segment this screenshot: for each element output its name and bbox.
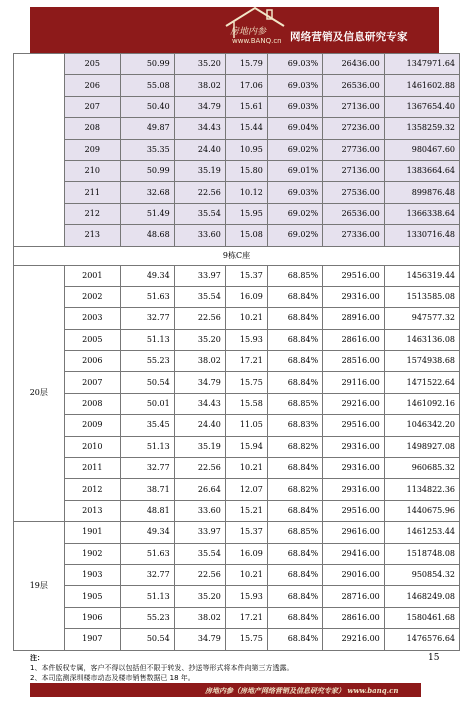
value-cell: 22.56 — [174, 308, 225, 329]
value-cell: 29316.00 — [323, 479, 385, 500]
value-cell: 35.35 — [120, 139, 174, 160]
unit-cell: 1907 — [64, 629, 120, 650]
table-row — [14, 351, 460, 372]
value-cell: 29116.00 — [323, 372, 385, 393]
unit-cell: 205 — [64, 54, 120, 75]
value-cell: 35.54 — [174, 543, 225, 564]
value-cell: 51.63 — [120, 543, 174, 564]
value-cell: 15.44 — [225, 118, 267, 139]
unit-cell: 2007 — [64, 372, 120, 393]
floor-cell: 19层 — [14, 522, 65, 650]
unit-cell: 1906 — [64, 607, 120, 628]
value-cell: 22.56 — [174, 182, 225, 203]
value-cell: 35.54 — [174, 286, 225, 307]
value-cell: 68.82% — [267, 436, 322, 457]
value-cell: 35.19 — [174, 436, 225, 457]
value-cell: 1468249.08 — [384, 586, 459, 607]
value-cell: 10.21 — [225, 308, 267, 329]
value-cell: 1463136.08 — [384, 329, 459, 350]
table-row — [14, 479, 460, 500]
value-cell: 28516.00 — [323, 351, 385, 372]
value-cell: 27136.00 — [323, 96, 385, 117]
value-cell: 26536.00 — [323, 203, 385, 224]
value-cell: 34.79 — [174, 629, 225, 650]
value-cell: 16.09 — [225, 286, 267, 307]
table-row — [14, 182, 460, 203]
value-cell: 68.83% — [267, 415, 322, 436]
value-cell: 69.03% — [267, 54, 322, 75]
value-cell: 34.79 — [174, 372, 225, 393]
value-cell: 38.02 — [174, 75, 225, 96]
value-cell: 10.12 — [225, 182, 267, 203]
value-cell: 15.61 — [225, 96, 267, 117]
value-cell: 26.64 — [174, 479, 225, 500]
value-cell: 26436.00 — [323, 54, 385, 75]
table-row — [14, 586, 460, 607]
value-cell: 68.82% — [267, 479, 322, 500]
table-row — [14, 329, 460, 350]
floor-cell — [14, 54, 65, 247]
value-cell: 68.84% — [267, 629, 322, 650]
table-row — [14, 203, 460, 224]
table-row — [14, 415, 460, 436]
value-cell: 32.77 — [120, 564, 174, 585]
value-cell: 69.04% — [267, 118, 322, 139]
value-cell: 12.07 — [225, 479, 267, 500]
value-cell: 69.02% — [267, 203, 322, 224]
table-row — [14, 308, 460, 329]
value-cell: 15.08 — [225, 225, 267, 246]
value-cell: 35.19 — [174, 160, 225, 181]
value-cell: 32.77 — [120, 458, 174, 479]
note-line-1: 1、本件版权专属，客户不得以包括但不限于转发、抄送等形式将本件向第三方透露。 — [30, 664, 294, 672]
value-cell: 1471522.64 — [384, 372, 459, 393]
value-cell: 35.54 — [174, 203, 225, 224]
value-cell: 69.02% — [267, 139, 322, 160]
value-cell: 55.08 — [120, 75, 174, 96]
value-cell: 29516.00 — [323, 500, 385, 521]
value-cell: 51.63 — [120, 286, 174, 307]
value-cell: 50.54 — [120, 372, 174, 393]
table-row — [14, 372, 460, 393]
value-cell: 35.20 — [174, 54, 225, 75]
value-cell: 22.56 — [174, 458, 225, 479]
value-cell: 49.34 — [120, 265, 174, 286]
value-cell: 1456319.44 — [384, 265, 459, 286]
unit-cell: 2010 — [64, 436, 120, 457]
value-cell: 69.03% — [267, 96, 322, 117]
table-row — [14, 96, 460, 117]
value-cell: 35.45 — [120, 415, 174, 436]
page-number: 15 — [428, 653, 440, 663]
value-cell: 15.93 — [225, 586, 267, 607]
value-cell: 50.54 — [120, 629, 174, 650]
value-cell: 15.94 — [225, 436, 267, 457]
value-cell: 15.79 — [225, 54, 267, 75]
value-cell: 15.58 — [225, 393, 267, 414]
value-cell: 1461092.16 — [384, 393, 459, 414]
value-cell: 69.02% — [267, 225, 322, 246]
table-row — [14, 543, 460, 564]
value-cell: 29316.00 — [323, 286, 385, 307]
value-cell: 950854.32 — [384, 564, 459, 585]
unit-cell: 2005 — [64, 329, 120, 350]
unit-cell: 1903 — [64, 564, 120, 585]
value-cell: 68.84% — [267, 543, 322, 564]
value-cell: 68.84% — [267, 286, 322, 307]
value-cell: 28716.00 — [323, 586, 385, 607]
table-row — [14, 160, 460, 181]
unit-cell: 2009 — [64, 415, 120, 436]
value-cell: 49.34 — [120, 522, 174, 543]
value-cell: 48.81 — [120, 500, 174, 521]
value-cell: 1476576.64 — [384, 629, 459, 650]
value-cell: 50.99 — [120, 54, 174, 75]
value-cell: 34.79 — [174, 96, 225, 117]
price-table-body — [14, 54, 460, 651]
value-cell: 15.95 — [225, 203, 267, 224]
value-cell: 29516.00 — [323, 265, 385, 286]
value-cell: 15.75 — [225, 629, 267, 650]
value-cell: 1347971.64 — [384, 54, 459, 75]
value-cell: 899876.48 — [384, 182, 459, 203]
value-cell: 35.20 — [174, 329, 225, 350]
table-row — [14, 225, 460, 246]
value-cell: 1518748.08 — [384, 543, 459, 564]
value-cell: 33.60 — [174, 225, 225, 246]
note-label: 注： — [30, 654, 44, 662]
footer-note — [30, 653, 421, 683]
table-row — [14, 118, 460, 139]
unit-cell: 1901 — [64, 522, 120, 543]
value-cell: 15.75 — [225, 372, 267, 393]
value-cell: 27236.00 — [323, 118, 385, 139]
value-cell: 69.03% — [267, 75, 322, 96]
value-cell: 68.84% — [267, 351, 322, 372]
value-cell: 35.20 — [174, 586, 225, 607]
table-row — [14, 629, 460, 650]
value-cell: 1580461.68 — [384, 607, 459, 628]
value-cell: 68.84% — [267, 458, 322, 479]
value-cell: 10.95 — [225, 139, 267, 160]
value-cell: 1461253.44 — [384, 522, 459, 543]
table-row — [14, 564, 460, 585]
value-cell: 69.03% — [267, 182, 322, 203]
value-cell: 68.85% — [267, 265, 322, 286]
value-cell: 1134822.36 — [384, 479, 459, 500]
unit-cell: 1905 — [64, 586, 120, 607]
value-cell: 947577.32 — [384, 308, 459, 329]
unit-cell: 2001 — [64, 265, 120, 286]
value-cell: 68.84% — [267, 329, 322, 350]
price-table — [13, 53, 460, 651]
value-cell: 28916.00 — [323, 308, 385, 329]
value-cell: 68.85% — [267, 522, 322, 543]
value-cell: 50.99 — [120, 160, 174, 181]
value-cell: 1461602.88 — [384, 75, 459, 96]
value-cell: 34.43 — [174, 393, 225, 414]
unit-cell: 210 — [64, 160, 120, 181]
value-cell: 29316.00 — [323, 436, 385, 457]
value-cell: 51.13 — [120, 436, 174, 457]
value-cell: 15.37 — [225, 522, 267, 543]
value-cell: 24.40 — [174, 139, 225, 160]
value-cell: 51.49 — [120, 203, 174, 224]
value-cell: 68.84% — [267, 372, 322, 393]
unit-cell: 213 — [64, 225, 120, 246]
value-cell: 68.84% — [267, 586, 322, 607]
value-cell: 48.68 — [120, 225, 174, 246]
value-cell: 17.06 — [225, 75, 267, 96]
value-cell: 29216.00 — [323, 629, 385, 650]
value-cell: 38.02 — [174, 351, 225, 372]
value-cell: 1330716.48 — [384, 225, 459, 246]
value-cell: 68.84% — [267, 564, 322, 585]
value-cell: 38.71 — [120, 479, 174, 500]
value-cell: 29016.00 — [323, 564, 385, 585]
value-cell: 27536.00 — [323, 182, 385, 203]
header-title: 网络营销及信息研究专家 — [290, 31, 408, 43]
table-row — [14, 139, 460, 160]
value-cell: 68.85% — [267, 393, 322, 414]
value-cell: 34.43 — [174, 118, 225, 139]
unit-cell: 2008 — [64, 393, 120, 414]
unit-cell: 2002 — [64, 286, 120, 307]
value-cell: 17.21 — [225, 351, 267, 372]
value-cell: 29316.00 — [323, 458, 385, 479]
logo-text: 房地内参 — [230, 27, 267, 37]
table-row — [14, 500, 460, 521]
value-cell: 27736.00 — [323, 139, 385, 160]
value-cell: 16.09 — [225, 543, 267, 564]
value-cell: 1383664.64 — [384, 160, 459, 181]
value-cell: 55.23 — [120, 607, 174, 628]
value-cell: 26536.00 — [323, 75, 385, 96]
segment-title-row — [14, 246, 460, 265]
value-cell: 11.05 — [225, 415, 267, 436]
segment-title: 9栋C座 — [14, 246, 460, 265]
unit-cell: 207 — [64, 96, 120, 117]
value-cell: 32.77 — [120, 308, 174, 329]
unit-cell: 208 — [64, 118, 120, 139]
value-cell: 15.37 — [225, 265, 267, 286]
value-cell: 29416.00 — [323, 543, 385, 564]
value-cell: 1046342.20 — [384, 415, 459, 436]
unit-cell: 2012 — [64, 479, 120, 500]
unit-cell: 211 — [64, 182, 120, 203]
unit-cell: 2013 — [64, 500, 120, 521]
value-cell: 1358259.32 — [384, 118, 459, 139]
value-cell: 32.68 — [120, 182, 174, 203]
table-row — [14, 265, 460, 286]
table-row — [14, 54, 460, 75]
value-cell: 51.13 — [120, 329, 174, 350]
value-cell: 27136.00 — [323, 160, 385, 181]
value-cell: 55.23 — [120, 351, 174, 372]
value-cell: 68.84% — [267, 607, 322, 628]
value-cell: 33.60 — [174, 500, 225, 521]
value-cell: 15.93 — [225, 329, 267, 350]
value-cell: 1513585.08 — [384, 286, 459, 307]
value-cell: 15.80 — [225, 160, 267, 181]
value-cell: 1367654.40 — [384, 96, 459, 117]
value-cell: 28616.00 — [323, 329, 385, 350]
value-cell: 49.87 — [120, 118, 174, 139]
value-cell: 29516.00 — [323, 415, 385, 436]
value-cell: 51.13 — [120, 586, 174, 607]
table-row — [14, 458, 460, 479]
value-cell: 27336.00 — [323, 225, 385, 246]
value-cell: 33.97 — [174, 522, 225, 543]
table-row — [14, 286, 460, 307]
value-cell: 1574938.68 — [384, 351, 459, 372]
table-row — [14, 522, 460, 543]
value-cell: 1498927.08 — [384, 436, 459, 457]
value-cell: 24.40 — [174, 415, 225, 436]
table-row — [14, 393, 460, 414]
value-cell: 33.97 — [174, 265, 225, 286]
unit-cell: 209 — [64, 139, 120, 160]
value-cell: 1366338.64 — [384, 203, 459, 224]
value-cell: 69.01% — [267, 160, 322, 181]
table-row — [14, 75, 460, 96]
unit-cell: 1902 — [64, 543, 120, 564]
value-cell: 22.56 — [174, 564, 225, 585]
value-cell: 29216.00 — [323, 393, 385, 414]
logo-url: www.BANQ.cn — [232, 37, 282, 45]
floor-cell: 20层 — [14, 265, 65, 522]
value-cell: 68.84% — [267, 500, 322, 521]
value-cell: 29616.00 — [323, 522, 385, 543]
unit-cell: 2011 — [64, 458, 120, 479]
value-cell: 980467.60 — [384, 139, 459, 160]
value-cell: 15.21 — [225, 500, 267, 521]
value-cell: 17.21 — [225, 607, 267, 628]
value-cell: 10.21 — [225, 564, 267, 585]
value-cell: 10.21 — [225, 458, 267, 479]
table-row — [14, 436, 460, 457]
value-cell: 68.84% — [267, 308, 322, 329]
value-cell: 960685.32 — [384, 458, 459, 479]
unit-cell: 2006 — [64, 351, 120, 372]
unit-cell: 206 — [64, 75, 120, 96]
value-cell: 28616.00 — [323, 607, 385, 628]
footer-band-text: 房地内参（房地产网络营销及信息研究专家） www.banq.cn — [205, 686, 399, 695]
value-cell: 1440675.96 — [384, 500, 459, 521]
value-cell: 50.40 — [120, 96, 174, 117]
unit-cell: 2003 — [64, 308, 120, 329]
value-cell: 38.02 — [174, 607, 225, 628]
value-cell: 50.01 — [120, 393, 174, 414]
unit-cell: 212 — [64, 203, 120, 224]
note-line-2: 2、本司监测深圳楼市动态及楼市销售数据已 18 年。 — [30, 674, 195, 682]
table-row — [14, 607, 460, 628]
